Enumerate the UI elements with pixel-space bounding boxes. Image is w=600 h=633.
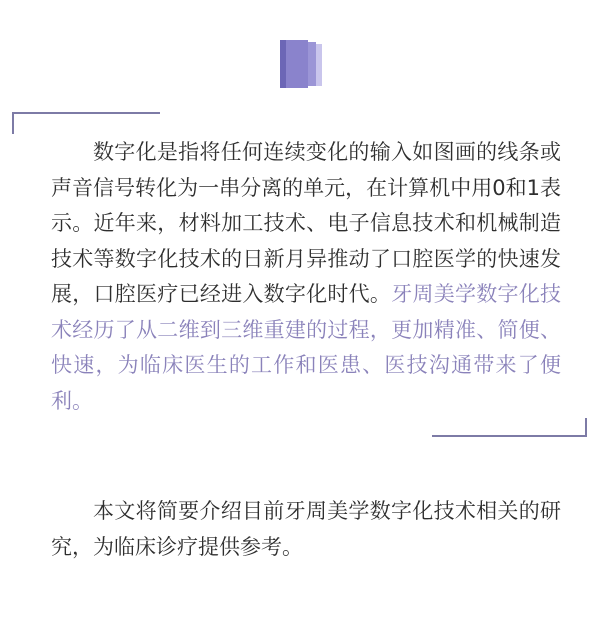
frame-bottom-line xyxy=(432,435,587,437)
frame-right-line xyxy=(585,418,587,437)
intro-paragraph xyxy=(51,135,561,419)
book-icon-graphic xyxy=(272,38,328,90)
intro-text: 数字化是指将任何连续变化的输入如图画的线条或声音信号转化为一串分离的单元，在计算机中用0和1表示。近年来，材料加工技术、电子信息技术和机械制造技术等数字化技术的日新月异推动了口腔医学的快速发展，口腔医疗已经进入数字化时代。 xyxy=(51,140,561,306)
intro-highlight-text: 牙周美学数字化技术经历了从二维到三维重建的过程，更加精准、简便、快速，为临床医生的工作和医患、医技沟通带来了便利。 xyxy=(51,282,562,413)
frame-top-line xyxy=(12,112,160,114)
frame-left-line xyxy=(12,112,14,134)
summary-text: 本文将简要介绍目前牙周美学数字化技术相关的研究，为临床诊疗提供参考。 xyxy=(51,499,561,559)
summary-paragraph xyxy=(51,494,561,565)
book-icon xyxy=(272,38,328,90)
